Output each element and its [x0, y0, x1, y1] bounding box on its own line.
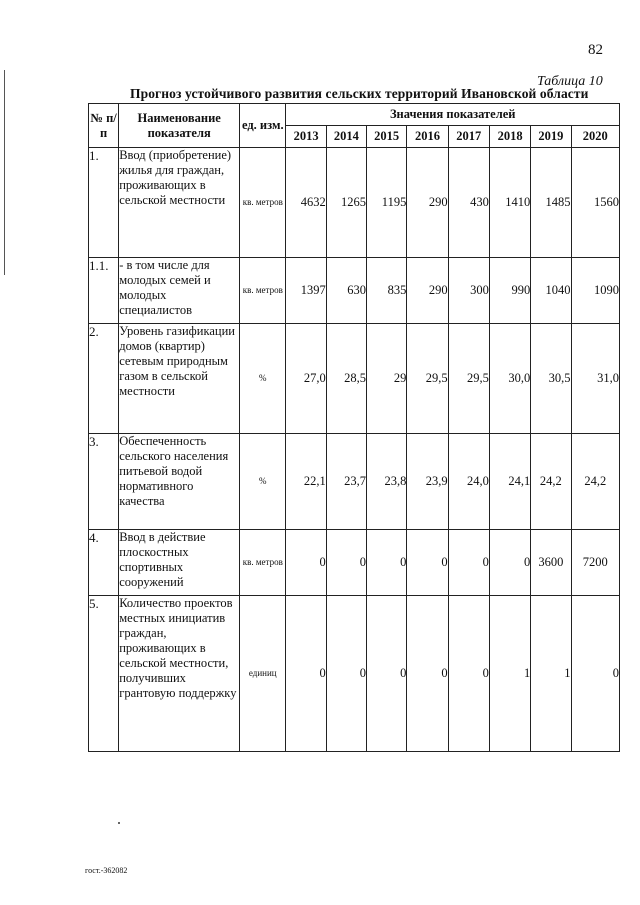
value-cell: 0 [407, 596, 448, 752]
header-name: Наименование показателя [119, 104, 240, 148]
value-cell: 29 [367, 324, 407, 434]
value-cell: 31,0 [571, 324, 619, 434]
row-indicator-name: Ввод (приобретение) жилья для граждан, проживающих в сельской местности [119, 148, 240, 258]
table-row [89, 324, 620, 434]
value-cell: 0 [448, 596, 489, 752]
value-cell: 1195 [367, 148, 407, 258]
value-cell: 29,5 [448, 324, 489, 434]
row-indicator-name: Количество проектов местных инициатив граждан, проживающих в сельской местности, получивших грантовую поддержку [119, 596, 240, 752]
value-cell: 30,0 [489, 324, 530, 434]
forecast-table [88, 103, 620, 752]
table-row [89, 596, 620, 752]
header-year: 2020 [571, 126, 619, 148]
value-cell: 0 [571, 596, 619, 752]
value-cell: 290 [407, 148, 448, 258]
value-cell: 1410 [489, 148, 530, 258]
table-row [89, 530, 620, 596]
header-num: № п/п [89, 104, 119, 148]
value-cell: 1560 [571, 148, 619, 258]
value-cell: 7200 [571, 530, 619, 596]
value-cell: 0 [407, 530, 448, 596]
header-values-group: Значения показателей [286, 104, 620, 126]
value-cell: 23,8 [367, 434, 407, 530]
value-cell: 23,9 [407, 434, 448, 530]
value-cell: 990 [489, 258, 530, 324]
row-indicator-name: Обеспеченность сельского населения питьевой водой нормативного качества [119, 434, 240, 530]
row-number: 5. [89, 596, 119, 752]
row-number: 1.1. [89, 258, 119, 324]
row-number: 4. [89, 530, 119, 596]
header-year: 2016 [407, 126, 448, 148]
table-row [89, 148, 620, 258]
value-cell: 3600 [531, 530, 571, 596]
table-row [89, 258, 620, 324]
row-number: 1. [89, 148, 119, 258]
header-year: 2017 [448, 126, 489, 148]
row-unit: % [240, 434, 286, 530]
table-row [89, 434, 620, 530]
value-cell: 30,5 [531, 324, 571, 434]
row-unit: кв. метров [240, 530, 286, 596]
value-cell: 1040 [531, 258, 571, 324]
value-cell: 1 [489, 596, 530, 752]
value-cell: 0 [448, 530, 489, 596]
value-cell: 24,0 [448, 434, 489, 530]
value-cell: 27,0 [286, 324, 326, 434]
value-cell: 4632 [286, 148, 326, 258]
value-cell: 24,2 [531, 434, 571, 530]
value-cell: 0 [286, 596, 326, 752]
value-cell: 1 [531, 596, 571, 752]
row-unit: кв. метров [240, 258, 286, 324]
value-cell: 0 [326, 530, 366, 596]
table-label: Таблица 10 [537, 74, 603, 89]
value-cell: 23,7 [326, 434, 366, 530]
value-cell: 24,1 [489, 434, 530, 530]
value-cell: 1485 [531, 148, 571, 258]
row-indicator-name: Уровень газификации домов (квартир) сетевым природным газом в сельской местности [119, 324, 240, 434]
footer-code: гост.-362082 [85, 866, 128, 875]
row-unit: % [240, 324, 286, 434]
value-cell: 630 [326, 258, 366, 324]
header-year: 2014 [326, 126, 366, 148]
table-title: Прогноз устойчивого развития сельских территорий Ивановской области [130, 86, 589, 101]
value-cell: 1265 [326, 148, 366, 258]
value-cell: 0 [367, 596, 407, 752]
row-number: 3. [89, 434, 119, 530]
value-cell: 29,5 [407, 324, 448, 434]
value-cell: 290 [407, 258, 448, 324]
value-cell: 24,2 [571, 434, 619, 530]
row-indicator-name: - в том числе для молодых семей и молодых специалистов [119, 258, 240, 324]
value-cell: 835 [367, 258, 407, 324]
value-cell: 22,1 [286, 434, 326, 530]
value-cell: 28,5 [326, 324, 366, 434]
header-year: 2015 [367, 126, 407, 148]
page-number: 82 [588, 42, 603, 58]
value-cell: 300 [448, 258, 489, 324]
row-indicator-name: Ввод в действие плоскостных спортивных сооружений [119, 530, 240, 596]
header-year: 2018 [489, 126, 530, 148]
value-cell: 430 [448, 148, 489, 258]
row-unit: кв. метров [240, 148, 286, 258]
value-cell: 0 [326, 596, 366, 752]
scan-margin-line [4, 70, 5, 275]
value-cell: 1397 [286, 258, 326, 324]
header-unit: ед. изм. [240, 104, 286, 148]
row-unit: единиц [240, 596, 286, 752]
scan-speck [118, 822, 120, 824]
value-cell: 0 [489, 530, 530, 596]
value-cell: 1090 [571, 258, 619, 324]
row-number: 2. [89, 324, 119, 434]
value-cell: 0 [367, 530, 407, 596]
header-year: 2019 [531, 126, 571, 148]
value-cell: 0 [286, 530, 326, 596]
header-year: 2013 [286, 126, 326, 148]
